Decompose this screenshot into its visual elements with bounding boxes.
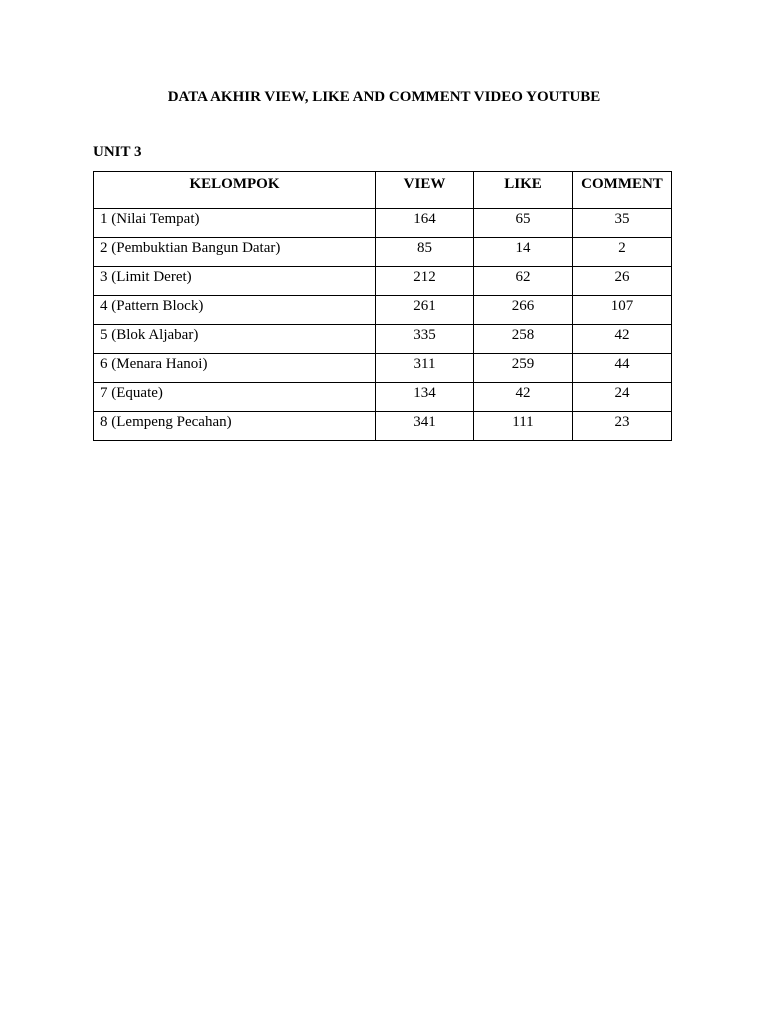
table-row: [94, 267, 672, 296]
cell-view: 212: [376, 267, 474, 296]
cell-view: 341: [376, 412, 474, 441]
header-view: VIEW: [376, 172, 474, 209]
cell-like: 258: [474, 325, 573, 354]
cell-like: 259: [474, 354, 573, 383]
cell-kelompok: 4 (Pattern Block): [94, 296, 376, 325]
cell-view: 261: [376, 296, 474, 325]
header-kelompok: KELOMPOK: [94, 172, 376, 209]
cell-view: 164: [376, 209, 474, 238]
unit-label: UNIT 3: [93, 144, 142, 160]
table-row: [94, 209, 672, 238]
page-title: DATA AKHIR VIEW, LIKE AND COMMENT VIDEO YOUTUBE: [167, 89, 601, 105]
cell-kelompok: 5 (Blok Aljabar): [94, 325, 376, 354]
cell-comment: 35: [573, 209, 672, 238]
cell-view: 85: [376, 238, 474, 267]
cell-like: 62: [474, 267, 573, 296]
table-row: [94, 354, 672, 383]
table-row: [94, 296, 672, 325]
header-comment: COMMENT: [573, 172, 672, 209]
table-row: [94, 383, 672, 412]
cell-like: 14: [474, 238, 573, 267]
cell-comment: 23: [573, 412, 672, 441]
cell-view: 311: [376, 354, 474, 383]
table-row: [94, 325, 672, 354]
cell-comment: 24: [573, 383, 672, 412]
cell-view: 134: [376, 383, 474, 412]
cell-kelompok: 7 (Equate): [94, 383, 376, 412]
cell-like: 111: [474, 412, 573, 441]
cell-kelompok: 2 (Pembuktian Bangun Datar): [94, 238, 376, 267]
cell-view: 335: [376, 325, 474, 354]
cell-comment: 2: [573, 238, 672, 267]
data-table: [93, 171, 672, 441]
cell-kelompok: 1 (Nilai Tempat): [94, 209, 376, 238]
cell-like: 65: [474, 209, 573, 238]
table-row: [94, 238, 672, 267]
cell-like: 266: [474, 296, 573, 325]
cell-kelompok: 6 (Menara Hanoi): [94, 354, 376, 383]
table-row: [94, 412, 672, 441]
cell-kelompok: 8 (Lempeng Pecahan): [94, 412, 376, 441]
table-header-row: [94, 172, 672, 209]
cell-comment: 44: [573, 354, 672, 383]
cell-like: 42: [474, 383, 573, 412]
cell-comment: 107: [573, 296, 672, 325]
header-like: LIKE: [474, 172, 573, 209]
cell-kelompok: 3 (Limit Deret): [94, 267, 376, 296]
cell-comment: 26: [573, 267, 672, 296]
cell-comment: 42: [573, 325, 672, 354]
